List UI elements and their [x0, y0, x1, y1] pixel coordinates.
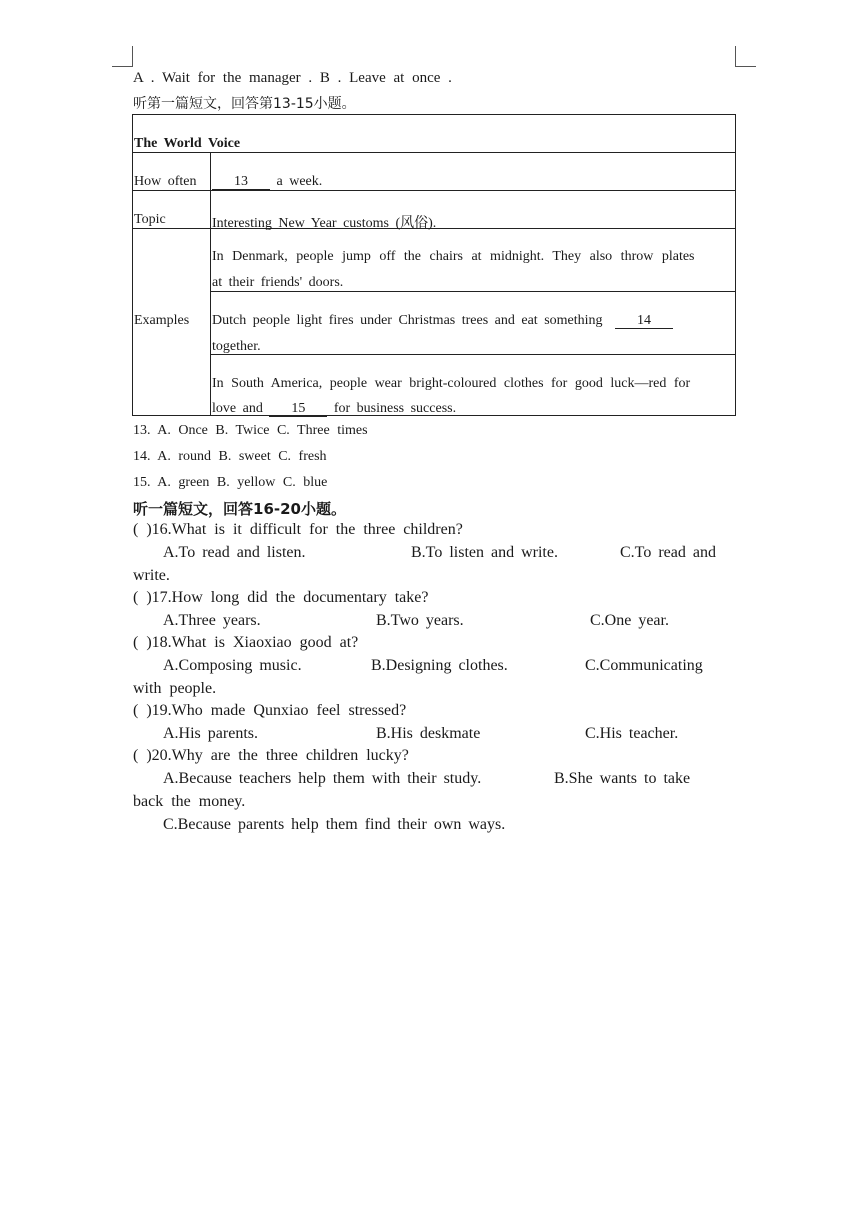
- question-20-option-b-wrap: back the money.: [133, 793, 246, 810]
- question-17-option-b: B.Two years.: [376, 612, 464, 629]
- question-17-option-c: C.One year.: [590, 612, 669, 629]
- section-heading-16-20: 听一篇短文，回答16-20小题。: [133, 500, 346, 518]
- example-south-america-suffix: for business success.: [333, 401, 457, 416]
- example-dutch-line1: [212, 313, 673, 329]
- question-16-option-b: B.To listen and write.: [411, 544, 558, 561]
- question-20-option-a: A.Because teachers help them with their study.: [163, 770, 482, 787]
- crop-mark-top-right: [735, 46, 756, 67]
- crop-mark-top-left: [112, 46, 133, 67]
- table-rule: [210, 291, 735, 292]
- answer-blank-14: 14: [615, 314, 673, 329]
- question-19-option-c: C.His teacher.: [585, 725, 679, 742]
- answer-blank-15: 15: [269, 402, 327, 417]
- question-16-option-c-wrap: write.: [133, 567, 170, 584]
- row-value-topic: Interesting New Year customs (风俗).: [212, 216, 437, 231]
- question-20-stem: ( )20.Why are the three children lucky?: [133, 747, 409, 764]
- example-south-america-line2: [212, 401, 456, 417]
- question-17-stem: ( )17.How long did the documentary take?: [133, 589, 429, 606]
- example-dutch-text: Dutch people light fires under Christmas trees and eat something: [212, 313, 603, 328]
- notes-table: [132, 114, 736, 416]
- table-rule: [133, 190, 735, 191]
- section-heading-13-15: 听第一篇短文，回答第13-15小题。: [133, 96, 356, 112]
- example-dutch-line2: together.: [212, 339, 261, 354]
- table-column-divider: [210, 152, 211, 416]
- question-14-options: 14. A. round B. sweet C. fresh: [133, 449, 327, 464]
- question-18-option-c-wrap: with people.: [133, 680, 217, 697]
- question-12-options: A . Wait for the manager . B . Leave at once .: [133, 70, 452, 86]
- question-18-stem: ( )18.What is Xiaoxiao good at?: [133, 634, 359, 651]
- question-15-options: 15. A. green B. yellow C. blue: [133, 475, 328, 490]
- table-rule: [210, 354, 735, 355]
- example-denmark-line1: In Denmark, people jump off the chairs at midnight. They also throw plates: [212, 249, 695, 264]
- question-20-option-c: C.Because parents help them find their own ways.: [163, 816, 506, 833]
- question-19-option-a: A.His parents.: [163, 725, 258, 742]
- question-17-option-a: A.Three years.: [163, 612, 261, 629]
- question-13-options: 13. A. Once B. Twice C. Three times: [133, 423, 368, 438]
- question-18-option-c: C.Communicating: [585, 657, 703, 674]
- question-18-option-b: B.Designing clothes.: [371, 657, 508, 674]
- example-denmark-line2: at their friends' doors.: [212, 275, 344, 290]
- row-label-examples: Examples: [134, 313, 190, 328]
- question-19-stem: ( )19.Who made Qunxiao feel stressed?: [133, 702, 407, 719]
- how-often-suffix: a week.: [276, 174, 323, 189]
- question-16-option-a: A.To read and listen.: [163, 544, 306, 561]
- question-16-option-c: C.To read and: [620, 544, 716, 561]
- table-rule: [133, 152, 735, 153]
- answer-blank-13: 13: [212, 175, 270, 190]
- row-value-how-often: [212, 174, 322, 190]
- row-label-topic: Topic: [134, 212, 166, 227]
- example-south-america-prefix: love and: [212, 401, 263, 416]
- question-18-option-a: A.Composing music.: [163, 657, 302, 674]
- example-south-america-line1: In South America, people wear bright-coloured clothes for good luck—red for: [212, 376, 691, 391]
- question-16-stem: ( )16.What is it difficult for the three children?: [133, 521, 463, 538]
- question-19-option-b: B.His deskmate: [376, 725, 481, 742]
- row-label-how-often: How often: [134, 174, 197, 189]
- question-20-option-b: B.She wants to take: [554, 770, 691, 787]
- table-title: The World Voice: [134, 136, 241, 151]
